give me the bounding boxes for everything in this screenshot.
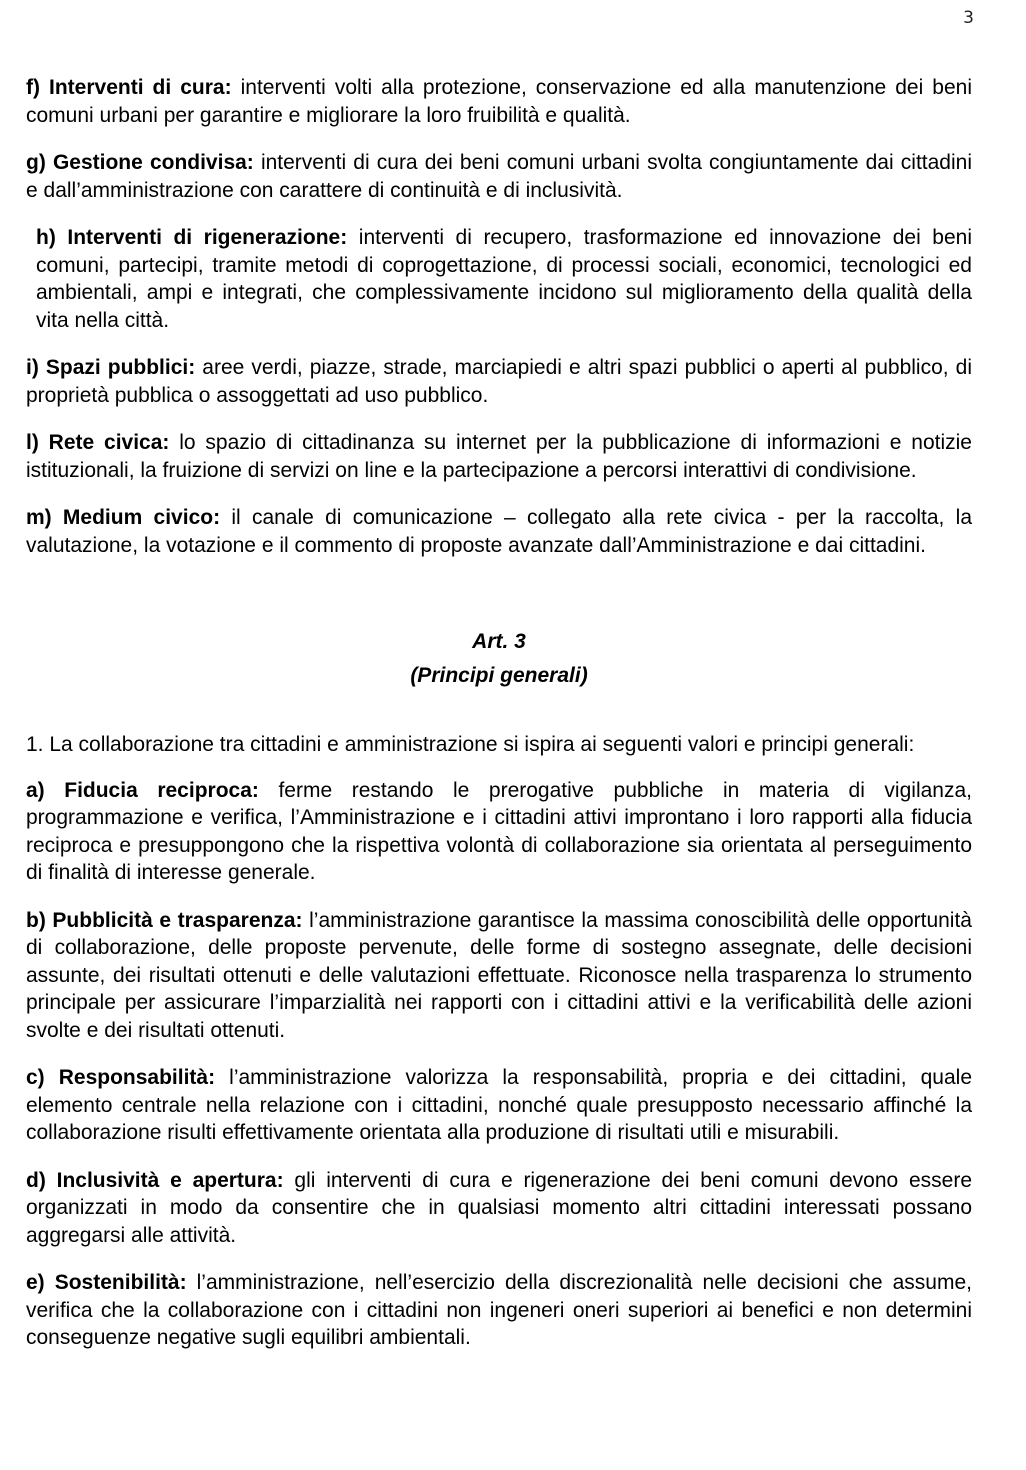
- definition-text: lo spazio di cittadinanza su internet per la pubblicazione di informazioni e notizie istituzionali, la fruizione di servizi on line e la partecipazione a percorsi interattivi di condivisione.: [26, 431, 972, 482]
- definition-text: il canale di comunicazione – collegato alla rete civica - per la raccolta, la valutazione, la votazione e il commento di proposte avanzate dall’Amministrazione e dai cittadini.: [26, 506, 972, 557]
- principle-text: l’amministrazione garantisce la massima conoscibilità delle opportunità di collaborazione, delle proposte pervenute, delle forme di sostegno assegnate, delle decisioni assunte, dei risultati ottenuti e delle valutazioni effettuate. Riconosce nella trasparenza lo strumento principale per assicurare l’imparzialità nei rapporti con i cittadini attivi e la verificabilità delle azioni svolte e dei risultati ottenuti.: [26, 908, 972, 1042]
- definition-term: f) Interventi di cura:: [26, 76, 232, 99]
- page-number: 3: [963, 8, 974, 28]
- principle-term: e) Sostenibilità:: [26, 1271, 187, 1294]
- definition-term: l) Rete civica:: [26, 431, 170, 454]
- article-title: (Principi generali): [410, 664, 588, 687]
- principle-text: l’amministrazione, nell’esercizio della discrezionalità nelle decisioni che assume, verifica che la collaborazione con i cittadini non ingeneri oneri superiori ai benefici e non determini conseguenze negative sugli equilibri ambientali.: [26, 1271, 972, 1349]
- article-heading-block: [26, 625, 972, 693]
- principle-term: c) Responsabilità:: [26, 1066, 216, 1089]
- principle-term: d) Inclusività e apertura:: [26, 1168, 284, 1192]
- principle-paragraph: [26, 1167, 972, 1250]
- principle-term: b) Pubblicità e trasparenza:: [26, 908, 303, 932]
- definition-paragraph: [26, 224, 972, 334]
- definition-paragraph: [26, 74, 972, 129]
- principle-text: ferme restando le prerogative pubbliche in materia di vigilanza, programmazione e verifica, l’Amministrazione e i cittadini attivi improntano i loro rapporti alla fiducia reciproca e presuppongono che la rispettiva volontà di collaborazione sia orientata al perseguimento di finalità di interesse generale.: [26, 778, 972, 884]
- definition-paragraph: [26, 504, 972, 559]
- principle-text: gli interventi di cura e rigenerazione dei beni comuni devono essere organizzati in modo da consentire che in qualsiasi momento altri cittadini interessati possano aggregarsi alle attività.: [26, 1168, 972, 1247]
- definition-term: i) Spazi pubblici:: [26, 356, 196, 379]
- article-intro: 1. La collaborazione tra cittadini e amministrazione si ispira ai seguenti valori e principi generali:: [26, 733, 915, 756]
- definition-term: m) Medium civico:: [26, 506, 221, 529]
- definition-text: interventi di recupero, trasformazione ed innovazione dei beni comuni, partecipi, tramite metodi di coprogettazione, di processi sociali, economici, tecnologici ed ambientali, ampi e integrati, che complessivamente incidono sul miglioramento della qualità della vita nella città.: [36, 226, 972, 332]
- definition-text: aree verdi, piazze, strade, marciapiedi e altri spazi pubblici o aperti al pubblico, di proprietà pubblica o assoggettati ad uso pubblico.: [26, 356, 972, 407]
- definition-text: interventi di cura dei beni comuni urbani svolta congiuntamente dai cittadini e dall’amministrazione con carattere di continuità e di inclusività.: [26, 151, 972, 202]
- definition-paragraph: [26, 429, 972, 484]
- article-number: Art. 3: [472, 630, 526, 653]
- document-body: [26, 74, 972, 1372]
- definition-term: g) Gestione condivisa:: [26, 151, 254, 174]
- definition-term: h) Interventi di rigenerazione:: [36, 226, 348, 249]
- definition-paragraph: [26, 149, 972, 204]
- definition-text: interventi volti alla protezione, conservazione ed alla manutenzione dei beni comuni urbani per garantire e migliorare la loro fruibilità e qualità.: [26, 76, 972, 127]
- principle-paragraph: [26, 1269, 972, 1352]
- definition-paragraph: [26, 354, 972, 409]
- principle-term: a) Fiducia reciproca:: [26, 778, 259, 802]
- principle-paragraph: [26, 1064, 972, 1147]
- principle-text: l’amministrazione valorizza la responsabilità, propria e dei cittadini, quale elemento centrale nella relazione con i cittadini, nonché quale presupposto necessario affinché la collaborazione risulti effettivamente orientata alla produzione di risultati utili e misurabili.: [26, 1066, 973, 1144]
- principle-paragraph: [26, 777, 972, 887]
- principle-paragraph: [26, 907, 972, 1045]
